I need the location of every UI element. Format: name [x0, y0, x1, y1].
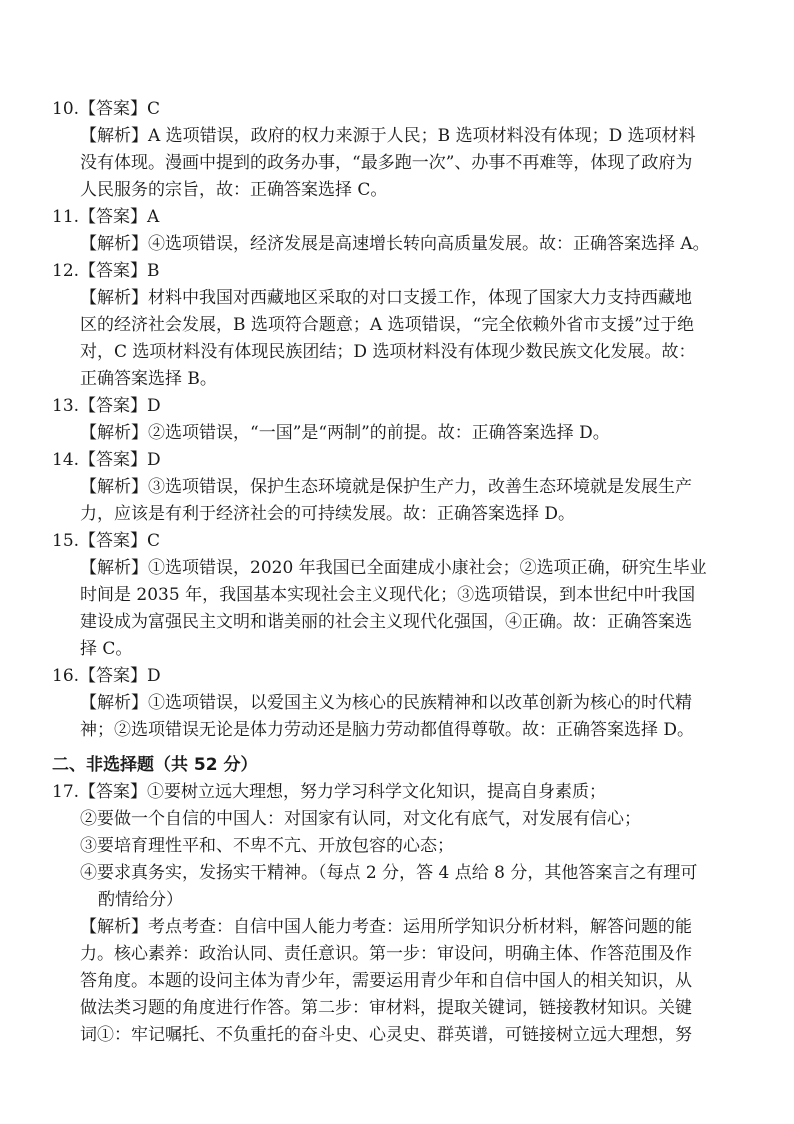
q17-answer-line-4: ④要求真务实，发扬实干精神。（每点 2 分，答 4 点给 8 分，其他答案言之有理可 [80, 863, 698, 883]
q16-analysis-line-2: 神；②选项错误无论是体力劳动还是脑力劳动都值得尊敬。故：正确答案选择 D。 [80, 720, 695, 740]
q12-analysis-line-3: 对，C 选项材料没有体现民族团结；D 选项材料没有体现少数民族文化发展。故： [80, 342, 696, 362]
q14-analysis-line-1: 【解析】③选项错误，保护生态环境就是保护生产力，改善生态环境就是发展生产 [80, 477, 692, 497]
q16-analysis-line-1: 【解析】①选项错误，以爱国主义为核心的民族精神和以改革创新为核心的时代精 [80, 693, 692, 713]
q17-analysis-line-3: 答角度。本题的设问主体为青少年，需要运用青少年和自信中国人的相关知识，从 [80, 971, 692, 991]
q10-answer: 10.【答案】C [52, 99, 161, 119]
q15-answer: 15.【答案】C [52, 531, 161, 551]
q12-answer: 12.【答案】B [52, 261, 160, 281]
q13-answer: 13.【答案】D [52, 396, 161, 416]
q15-analysis-line-3: 建设成为富强民主文明和谐美丽的社会主义现代化强国，④正确。故：正确答案选 [80, 612, 692, 632]
q11-answer: 11.【答案】A [52, 207, 160, 227]
q15-analysis-line-1: 【解析】①选项错误，2020 年我国已全面建成小康社会；②选项正确，研究生毕业 [80, 558, 707, 578]
q10-analysis-line-2: 没有体现。漫画中提到的政务办事，“最多跑一次”、办事不再难等，体现了政府为 [80, 153, 693, 173]
section-heading-non-choice: 二、非选择题（共 52 分） [52, 755, 258, 775]
q12-analysis-line-4: 正确答案选择 B。 [80, 369, 217, 389]
q17-analysis-line-1: 【解析】考点考查：自信中国人能力考查：运用所学知识分析材料，解答问题的能 [80, 917, 692, 937]
q17-answer-line-1: 17.【答案】①要树立远大理想，努力学习科学文化知识，提高自身素质； [52, 782, 607, 802]
q17-answer-line-5: 酌情给分） [98, 890, 183, 910]
q14-answer: 14.【答案】D [52, 450, 161, 470]
q17-analysis-line-4: 做法类习题的角度进行作答。第二步：审材料，提取关键词，链接教材知识。关键 [80, 998, 692, 1018]
q17-analysis-line-2: 力。核心素养：政治认同、责任意识。第一步：审设问，明确主体、作答范围及作 [80, 944, 692, 964]
q14-analysis-line-2: 力，应该是有利于经济社会的可持续发展。故：正确答案选择 D。 [80, 504, 576, 524]
q10-analysis-line-1: 【解析】A 选项错误，政府的权力来源于人民；B 选项材料没有体现；D 选项材料 [80, 126, 696, 146]
q11-analysis-line-1: 【解析】④选项错误，经济发展是高速增长转向高质量发展。故：正确答案选择 A。 [80, 234, 710, 254]
q15-analysis-line-2: 时间是 2035 年，我国基本实现社会主义现代化；③选项错误，到本世纪中叶我国 [80, 585, 696, 605]
q17-answer-line-3: ③要培育理性平和、不卑不亢、开放包容的心态； [80, 836, 454, 856]
q16-answer: 16.【答案】D [52, 666, 161, 686]
q10-analysis-line-3: 人民服务的宗旨，故：正确答案选择 C。 [80, 180, 388, 200]
q15-analysis-line-4: 择 C。 [80, 639, 133, 659]
q17-analysis-line-5: 词①：牢记嘱托、不负重托的奋斗史、心灵史、群英谱，可链接树立远大理想，努 [80, 1025, 692, 1045]
q12-analysis-line-2: 区的经济社会发展，B 选项符合题意；A 选项错误，“完全依赖外省市支援”过于绝 [80, 315, 694, 335]
q13-analysis-line-1: 【解析】②选项错误，“一国”是“两制”的前提。故：正确答案选择 D。 [80, 423, 610, 443]
q17-answer-line-2: ②要做一个自信的中国人：对国家有认同，对文化有底气，对发展有信心； [80, 809, 641, 829]
q12-analysis-line-1: 【解析】材料中我国对西藏地区采取的对口支援工作，体现了国家大力支持西藏地 [80, 288, 692, 308]
